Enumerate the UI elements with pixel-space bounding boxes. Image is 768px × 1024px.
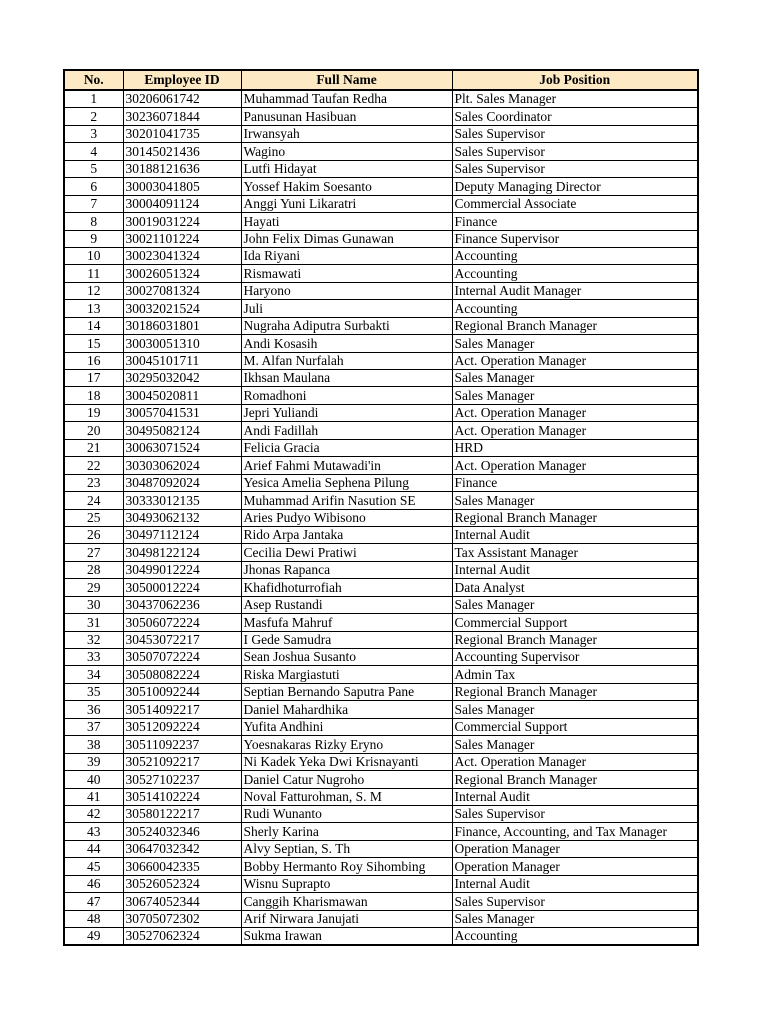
cell-job-position: Commercial Associate [452, 195, 698, 212]
cell-no: 44 [64, 840, 123, 857]
cell-full-name: John Felix Dimas Gunawan [241, 230, 452, 247]
cell-job-position: Act. Operation Manager [452, 352, 698, 369]
cell-full-name: Daniel Catur Nugroho [241, 771, 452, 788]
cell-employee-id: 30493062132 [123, 509, 241, 526]
cell-job-position: Sales Supervisor [452, 805, 698, 822]
table-row [64, 614, 698, 631]
cell-employee-id: 30660042335 [123, 858, 241, 875]
cell-employee-id: 30032021524 [123, 300, 241, 317]
table-row [64, 875, 698, 892]
cell-full-name: M. Alfan Nurfalah [241, 352, 452, 369]
table-body [64, 90, 698, 945]
cell-no: 23 [64, 474, 123, 491]
cell-employee-id: 30498122124 [123, 544, 241, 561]
cell-employee-id: 30508082224 [123, 666, 241, 683]
table-row [64, 404, 698, 421]
cell-no: 38 [64, 736, 123, 753]
cell-job-position: Sales Manager [452, 370, 698, 387]
table-row [64, 736, 698, 753]
cell-employee-id: 30019031224 [123, 213, 241, 230]
table-row [64, 108, 698, 125]
cell-full-name: Asep Rustandi [241, 596, 452, 613]
cell-full-name: Ikhsan Maulana [241, 370, 452, 387]
cell-job-position: Finance [452, 213, 698, 230]
cell-no: 15 [64, 335, 123, 352]
cell-full-name: Noval Fatturohman, S. M [241, 788, 452, 805]
cell-no: 33 [64, 649, 123, 666]
table-row [64, 474, 698, 491]
cell-full-name: Juli [241, 300, 452, 317]
cell-job-position: Internal Audit [452, 526, 698, 543]
cell-employee-id: 30705072302 [123, 910, 241, 927]
cell-no: 9 [64, 230, 123, 247]
table-row [64, 213, 698, 230]
cell-no: 26 [64, 526, 123, 543]
cell-job-position: Operation Manager [452, 858, 698, 875]
cell-no: 19 [64, 404, 123, 421]
cell-job-position: Sales Manager [452, 910, 698, 927]
cell-no: 34 [64, 666, 123, 683]
table-row [64, 718, 698, 735]
table-row [64, 492, 698, 509]
table-row [64, 370, 698, 387]
table-row [64, 753, 698, 770]
table-row [64, 579, 698, 596]
cell-employee-id: 30453072217 [123, 631, 241, 648]
cell-no: 49 [64, 928, 123, 946]
cell-employee-id: 30333012135 [123, 492, 241, 509]
cell-employee-id: 30521092217 [123, 753, 241, 770]
cell-job-position: Accounting [452, 928, 698, 946]
cell-full-name: Rudi Wunanto [241, 805, 452, 822]
cell-job-position: Sales Manager [452, 492, 698, 509]
cell-no: 29 [64, 579, 123, 596]
header-employee-id: Employee ID [123, 70, 241, 90]
cell-no: 17 [64, 370, 123, 387]
table-row [64, 858, 698, 875]
cell-job-position: Internal Audit [452, 561, 698, 578]
cell-no: 25 [64, 509, 123, 526]
table-row [64, 457, 698, 474]
cell-no: 5 [64, 160, 123, 177]
table-row [64, 840, 698, 857]
cell-job-position: Sales Supervisor [452, 893, 698, 910]
table-row [64, 701, 698, 718]
cell-full-name: I Gede Samudra [241, 631, 452, 648]
cell-employee-id: 30487092024 [123, 474, 241, 491]
cell-full-name: Arif Nirwara Janujati [241, 910, 452, 927]
table-row [64, 631, 698, 648]
cell-job-position: Commercial Support [452, 614, 698, 631]
cell-full-name: Bobby Hermanto Roy Sihombing [241, 858, 452, 875]
table-row [64, 247, 698, 264]
table-row [64, 352, 698, 369]
cell-job-position: HRD [452, 439, 698, 456]
cell-full-name: Muhammad Arifin Nasution SE [241, 492, 452, 509]
cell-full-name: Wisnu Suprapto [241, 875, 452, 892]
table-row [64, 422, 698, 439]
cell-job-position: Sales Manager [452, 736, 698, 753]
table-row [64, 666, 698, 683]
cell-no: 13 [64, 300, 123, 317]
cell-job-position: Sales Supervisor [452, 143, 698, 160]
cell-no: 16 [64, 352, 123, 369]
table-row [64, 125, 698, 142]
cell-no: 40 [64, 771, 123, 788]
table-row [64, 649, 698, 666]
table-row [64, 910, 698, 927]
cell-employee-id: 30510092244 [123, 683, 241, 700]
cell-employee-id: 30514102224 [123, 788, 241, 805]
table-row [64, 282, 698, 299]
cell-job-position: Internal Audit Manager [452, 282, 698, 299]
cell-employee-id: 30527062324 [123, 928, 241, 946]
cell-no: 31 [64, 614, 123, 631]
cell-no: 46 [64, 875, 123, 892]
header-full-name: Full Name [241, 70, 452, 90]
table-row [64, 805, 698, 822]
cell-employee-id: 30527102237 [123, 771, 241, 788]
table-row [64, 387, 698, 404]
cell-no: 12 [64, 282, 123, 299]
cell-no: 11 [64, 265, 123, 282]
table-row [64, 509, 698, 526]
table-row [64, 335, 698, 352]
table-row [64, 265, 698, 282]
cell-full-name: Panusunan Hasibuan [241, 108, 452, 125]
cell-employee-id: 30580122217 [123, 805, 241, 822]
cell-full-name: Canggih Kharismawan [241, 893, 452, 910]
cell-no: 41 [64, 788, 123, 805]
cell-full-name: Alvy Septian, S. Th [241, 840, 452, 857]
cell-no: 8 [64, 213, 123, 230]
cell-employee-id: 30495082124 [123, 422, 241, 439]
table-row [64, 771, 698, 788]
cell-full-name: Aries Pudyo Wibisono [241, 509, 452, 526]
cell-no: 4 [64, 143, 123, 160]
table-row [64, 544, 698, 561]
cell-job-position: Sales Supervisor [452, 125, 698, 142]
cell-job-position: Act. Operation Manager [452, 753, 698, 770]
cell-no: 28 [64, 561, 123, 578]
cell-job-position: Accounting [452, 300, 698, 317]
cell-job-position: Plt. Sales Manager [452, 90, 698, 108]
cell-full-name: Wagino [241, 143, 452, 160]
table-row [64, 596, 698, 613]
table-row [64, 823, 698, 840]
cell-employee-id: 30500012224 [123, 579, 241, 596]
cell-job-position: Sales Coordinator [452, 108, 698, 125]
cell-full-name: Ni Kadek Yeka Dwi Krisnayanti [241, 753, 452, 770]
cell-no: 36 [64, 701, 123, 718]
cell-full-name: Muhammad Taufan Redha [241, 90, 452, 108]
cell-full-name: Yoesnakaras Rizky Eryno [241, 736, 452, 753]
cell-job-position: Regional Branch Manager [452, 317, 698, 334]
cell-employee-id: 30512092224 [123, 718, 241, 735]
cell-employee-id: 30045020811 [123, 387, 241, 404]
cell-job-position: Regional Branch Manager [452, 509, 698, 526]
cell-employee-id: 30303062024 [123, 457, 241, 474]
cell-job-position: Sales Manager [452, 335, 698, 352]
table-row [64, 317, 698, 334]
cell-job-position: Finance Supervisor [452, 230, 698, 247]
cell-employee-id: 30506072224 [123, 614, 241, 631]
cell-job-position: Regional Branch Manager [452, 771, 698, 788]
cell-job-position: Deputy Managing Director [452, 178, 698, 195]
cell-no: 3 [64, 125, 123, 142]
cell-full-name: Lutfi Hidayat [241, 160, 452, 177]
cell-no: 1 [64, 90, 123, 108]
cell-job-position: Act. Operation Manager [452, 404, 698, 421]
cell-full-name: Sean Joshua Susanto [241, 649, 452, 666]
cell-job-position: Data Analyst [452, 579, 698, 596]
cell-no: 20 [64, 422, 123, 439]
cell-full-name: Yufita Andhini [241, 718, 452, 735]
cell-employee-id: 30186031801 [123, 317, 241, 334]
header-row [64, 70, 698, 90]
cell-employee-id: 30295032042 [123, 370, 241, 387]
cell-employee-id: 30674052344 [123, 893, 241, 910]
employee-table [63, 69, 699, 946]
cell-no: 48 [64, 910, 123, 927]
cell-full-name: Haryono [241, 282, 452, 299]
cell-no: 32 [64, 631, 123, 648]
cell-employee-id: 30511092237 [123, 736, 241, 753]
cell-job-position: Internal Audit [452, 875, 698, 892]
table-row [64, 230, 698, 247]
cell-full-name: Irwansyah [241, 125, 452, 142]
cell-no: 37 [64, 718, 123, 735]
cell-job-position: Accounting Supervisor [452, 649, 698, 666]
cell-job-position: Regional Branch Manager [452, 631, 698, 648]
cell-full-name: Romadhoni [241, 387, 452, 404]
cell-job-position: Sales Manager [452, 596, 698, 613]
table-row [64, 143, 698, 160]
cell-job-position: Tax Assistant Manager [452, 544, 698, 561]
cell-full-name: Septian Bernando Saputra Pane [241, 683, 452, 700]
cell-job-position: Sales Manager [452, 701, 698, 718]
cell-employee-id: 30201041735 [123, 125, 241, 142]
table-header [64, 70, 698, 90]
table-row [64, 928, 698, 946]
cell-job-position: Accounting [452, 247, 698, 264]
cell-no: 30 [64, 596, 123, 613]
cell-job-position: Finance [452, 474, 698, 491]
cell-no: 7 [64, 195, 123, 212]
cell-full-name: Felicia Gracia [241, 439, 452, 456]
cell-full-name: Rismawati [241, 265, 452, 282]
cell-full-name: Riska Margiastuti [241, 666, 452, 683]
cell-employee-id: 30063071524 [123, 439, 241, 456]
cell-no: 6 [64, 178, 123, 195]
cell-full-name: Nugraha Adiputra Surbakti [241, 317, 452, 334]
cell-employee-id: 30027081324 [123, 282, 241, 299]
cell-full-name: Rido Arpa Jantaka [241, 526, 452, 543]
cell-full-name: Masfufa Mahruf [241, 614, 452, 631]
cell-no: 24 [64, 492, 123, 509]
cell-employee-id: 30030051310 [123, 335, 241, 352]
cell-full-name: Ida Riyani [241, 247, 452, 264]
cell-employee-id: 30045101711 [123, 352, 241, 369]
cell-employee-id: 30206061742 [123, 90, 241, 108]
table-row [64, 683, 698, 700]
cell-no: 18 [64, 387, 123, 404]
cell-full-name: Khafidhoturrofiah [241, 579, 452, 596]
cell-full-name: Anggi Yuni Likaratri [241, 195, 452, 212]
cell-job-position: Accounting [452, 265, 698, 282]
cell-no: 47 [64, 893, 123, 910]
table-row [64, 439, 698, 456]
cell-job-position: Sales Supervisor [452, 160, 698, 177]
cell-full-name: Daniel Mahardhika [241, 701, 452, 718]
cell-no: 42 [64, 805, 123, 822]
cell-employee-id: 30188121636 [123, 160, 241, 177]
cell-full-name: Andi Fadillah [241, 422, 452, 439]
table-row [64, 788, 698, 805]
header-job-position: Job Position [452, 70, 698, 90]
cell-no: 10 [64, 247, 123, 264]
table-row [64, 160, 698, 177]
table-row [64, 178, 698, 195]
cell-no: 43 [64, 823, 123, 840]
cell-job-position: Act. Operation Manager [452, 457, 698, 474]
table-row [64, 90, 698, 108]
cell-full-name: Jepri Yuliandi [241, 404, 452, 421]
cell-employee-id: 30004091124 [123, 195, 241, 212]
cell-employee-id: 30647032342 [123, 840, 241, 857]
cell-employee-id: 30057041531 [123, 404, 241, 421]
cell-no: 21 [64, 439, 123, 456]
cell-employee-id: 30026051324 [123, 265, 241, 282]
cell-full-name: Arief Fahmi Mutawadi'in [241, 457, 452, 474]
cell-full-name: Yesica Amelia Sephena Pilung [241, 474, 452, 491]
cell-no: 2 [64, 108, 123, 125]
cell-employee-id: 30526052324 [123, 875, 241, 892]
table-row [64, 561, 698, 578]
cell-employee-id: 30499012224 [123, 561, 241, 578]
cell-employee-id: 30437062236 [123, 596, 241, 613]
table-row [64, 195, 698, 212]
cell-employee-id: 30497112124 [123, 526, 241, 543]
table-row [64, 526, 698, 543]
cell-job-position: Operation Manager [452, 840, 698, 857]
cell-job-position: Finance, Accounting, and Tax Manager [452, 823, 698, 840]
cell-full-name: Sherly Karina [241, 823, 452, 840]
cell-employee-id: 30021101224 [123, 230, 241, 247]
cell-no: 22 [64, 457, 123, 474]
table-row [64, 893, 698, 910]
cell-job-position: Sales Manager [452, 387, 698, 404]
cell-job-position: Commercial Support [452, 718, 698, 735]
table-row [64, 300, 698, 317]
cell-job-position: Act. Operation Manager [452, 422, 698, 439]
cell-full-name: Yossef Hakim Soesanto [241, 178, 452, 195]
cell-full-name: Jhonas Rapanca [241, 561, 452, 578]
cell-no: 45 [64, 858, 123, 875]
cell-employee-id: 30236071844 [123, 108, 241, 125]
cell-no: 39 [64, 753, 123, 770]
cell-employee-id: 30514092217 [123, 701, 241, 718]
header-no: No. [64, 70, 123, 90]
cell-employee-id: 30023041324 [123, 247, 241, 264]
cell-employee-id: 30524032346 [123, 823, 241, 840]
cell-no: 27 [64, 544, 123, 561]
cell-job-position: Regional Branch Manager [452, 683, 698, 700]
cell-employee-id: 30145021436 [123, 143, 241, 160]
cell-employee-id: 30003041805 [123, 178, 241, 195]
cell-full-name: Cecilia Dewi Pratiwi [241, 544, 452, 561]
cell-employee-id: 30507072224 [123, 649, 241, 666]
cell-job-position: Internal Audit [452, 788, 698, 805]
cell-no: 35 [64, 683, 123, 700]
cell-full-name: Andi Kosasih [241, 335, 452, 352]
cell-full-name: Hayati [241, 213, 452, 230]
cell-full-name: Sukma Irawan [241, 928, 452, 946]
cell-no: 14 [64, 317, 123, 334]
cell-job-position: Admin Tax [452, 666, 698, 683]
